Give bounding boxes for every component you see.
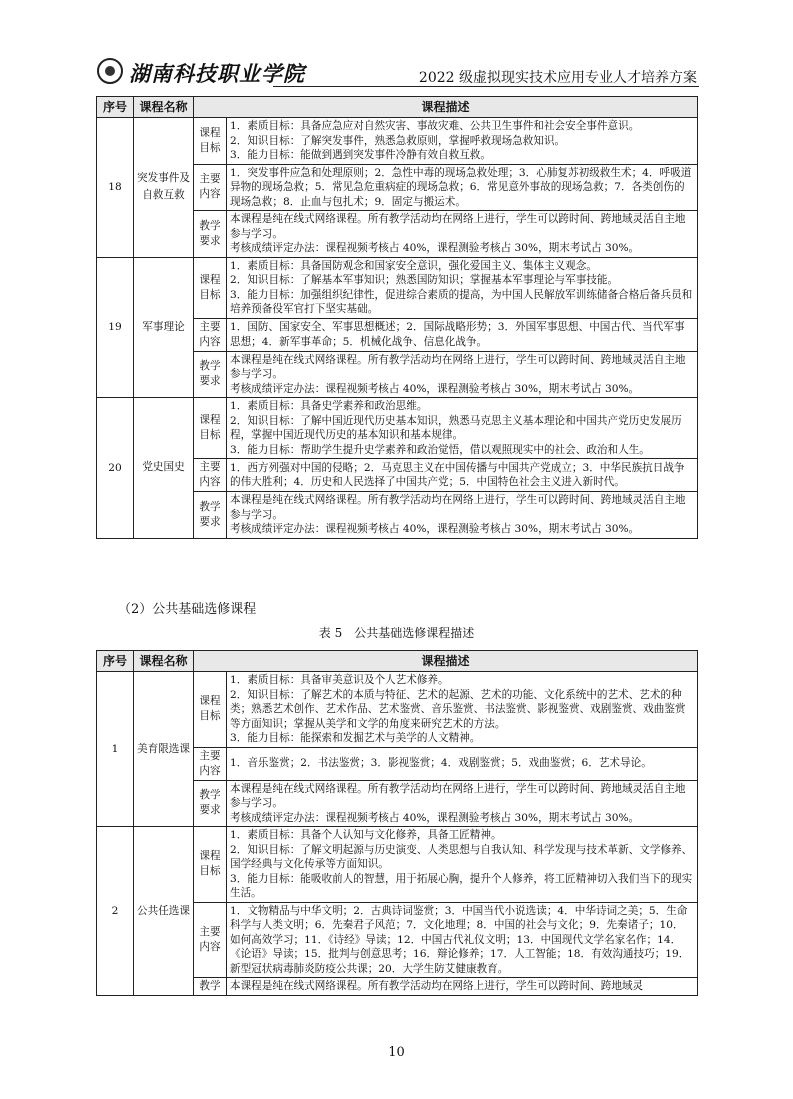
description-line: 1．文物精品与中华文明；2．古典诗词鉴赏；3．中国当代小说选读；4．中华诗词之美；5．生命科学与人类文明；6．先秦君子风范；7．文化地理；8．中国的社会与文化；9．先秦诸子；10．如何高效学习；11．《诗经》导读；12．中国古代礼仪文明；13．中国现代文学名家名作；14．《论语》导读；15．批判与创意思考；16．辩论修养；17．人工智能；18．有效沟通技巧；19．新型冠状病毒肺炎防疫公共课；20．大学生防艾健康教育。 (230, 904, 690, 975)
description-line: 考核成绩评定办法：课程视频考核占 40%，课程测验考核占 30%，期末考试占 30%。 (230, 523, 640, 535)
description-cell (227, 318, 698, 351)
document-title: 2022 级虚拟现实技术应用专业人才培养方案 (418, 70, 697, 86)
row-label: 课程目标 (194, 672, 227, 748)
table-row (97, 672, 698, 748)
description-line: 本课程是纯在线式网络课程。所有教学活动均在网络上进行，学生可以跨时间、跨地域灵活自主地参与学习。 (230, 353, 686, 380)
description-line: 2．知识目标：了解基本军事知识；熟悉国防知识；掌握基本军事理论与军事技能。 (230, 274, 619, 286)
table-header-row (97, 651, 698, 672)
description-line: 1．音乐鉴赏；2．书法鉴赏；3．影视鉴赏；4．戏剧鉴赏；5．戏曲鉴赏；6．艺术导论。 (230, 757, 652, 770)
course-number: 1 (97, 672, 134, 827)
description-cell (227, 492, 698, 539)
course-table-2-body (97, 672, 698, 996)
description-cell (227, 351, 698, 398)
course-name: 军事理论 (134, 257, 194, 398)
row-label: 课程目标 (194, 398, 227, 459)
course-name: 美育限选课 (134, 672, 194, 827)
description-cell (227, 459, 698, 492)
course-name: 党史国史 (134, 398, 194, 539)
table-caption: 表 5 公共基础选修课程描述 (318, 626, 475, 640)
description-line: 1．素质目标：具备审美意识及个人艺术修养。 (230, 674, 449, 686)
description-line: 1．素质目标：具备国防观念和国家安全意识，强化爱国主义、集体主义观念。 (230, 259, 597, 272)
description-line: 考核成绩评定办法：课程视频考核占 40%，课程测验考核占 30%，期末考试占 30%。 (230, 811, 640, 824)
course-number: 20 (97, 398, 134, 539)
description-cell (227, 211, 698, 258)
description-line: 1．国防、国家安全、军事思想概述；2．国际战略形势；3．外国军事思想、中国古代、当代军事思想；4．新军事革命；5．机械化战争、信息化战争。 (230, 321, 685, 348)
description-cell (227, 164, 698, 211)
row-label: 教学要求 (194, 492, 227, 539)
description-cell (227, 780, 698, 827)
header-desc: 课程描述 (194, 651, 698, 672)
course-number: 2 (97, 827, 134, 996)
row-label: 教学要求 (194, 780, 227, 827)
description-line: 1．西方列强对中国的侵略；2．马克思主义在中国传播与中国共产党成立；3．中华民族抗日战争的伟大胜利；4．历史和人民选择了中国共产党；5．中国特色社会主义进入新时代。 (230, 461, 685, 488)
description-cell (227, 827, 698, 903)
row-label: 主要内容 (194, 747, 227, 780)
description-line: 1．素质目标：具备应急应对自然灾害、事故灾难、公共卫生事件和社会安全事件意识。 (230, 120, 640, 132)
description-line: 3．能力目标：能探索和发掘艺术与美学的人文精神。 (230, 732, 481, 744)
description-cell (227, 398, 698, 459)
course-table-1-body (97, 118, 698, 539)
table-row (97, 118, 698, 165)
row-label: 教学要求 (194, 211, 227, 258)
row-label: 教学 (194, 978, 227, 996)
description-cell (227, 902, 698, 978)
header-name: 课程名称 (134, 97, 194, 118)
description-line: 2．知识目标：了解突发事件，熟悉急救原则，掌握呼救现场急救知识。 (230, 134, 566, 147)
description-line: 2．知识目标：了解中国近现代历史基本知识，熟悉马克思主义基本理论和中国共产党历史发展历程，掌握中国近现代历史的基本知识和基本规律。 (230, 414, 682, 441)
description-cell (227, 747, 698, 780)
description-line: 1．突发事件应急和处理原则；2．急性中毒的现场急救处理；3．心肺复苏初级救生术；4．呼吸道异物的现场急救；5．常见急危重病症的现场急救；6．常见意外事故的现场急救；7．各类创伤的现场急救；8．止血与包扎术；9．固定与搬运术。 (230, 166, 692, 208)
row-label: 课程目标 (194, 827, 227, 903)
description-line: 2．知识目标：了解文明起源与历史演变、人类思想与自我认知、科学发现与技术革新、文学修养、国学经典与文化传承等方面知识。 (230, 843, 693, 870)
description-line: 1．素质目标：具备史学素养和政治思维。 (230, 400, 428, 412)
description-line: 考核成绩评定办法：课程视频考核占 40%，课程测验考核占 30%，期末考试占 30%。 (230, 242, 640, 254)
page-number: 10 (388, 1045, 405, 1060)
row-label: 课程目标 (194, 257, 227, 318)
description-line: 本课程是纯在线式网络课程。所有教学活动均在网络上进行，学生可以跨时间、跨地域灵活自主地参与学习。 (230, 782, 686, 809)
description-line: 1．素质目标：具备个人认知与文化修养，具备工匠精神。 (230, 829, 502, 841)
course-number: 19 (97, 257, 134, 398)
course-name: 突发事件及自救互救 (134, 118, 194, 258)
table-row (97, 827, 698, 903)
header-no: 序号 (97, 651, 134, 672)
description-line: 3．能力目标：帮助学生提升史学素养和政治觉悟，借以观照现实中的社会、政治和人生。 (230, 443, 650, 456)
description-line: 2．知识目标：了解艺术的本质与特征、艺术的起源、艺术的功能、文化系统中的艺术、艺术的种类；熟悉艺术创作、艺术作品、艺术鉴赏、音乐鉴赏、书法鉴赏、影视鉴赏、戏剧鉴赏、戏曲鉴赏等方面知识；掌握从美学和文学的角度来研究艺术的方法。 (230, 688, 686, 730)
row-label: 教学要求 (194, 351, 227, 398)
row-label: 主要内容 (194, 902, 227, 978)
description-cell (227, 672, 698, 748)
header-no: 序号 (97, 97, 134, 118)
row-label: 课程目标 (194, 118, 227, 165)
course-name: 公共任选课 (134, 827, 194, 996)
course-table-1 (96, 96, 698, 539)
course-number: 18 (97, 118, 134, 258)
table-row (97, 398, 698, 459)
description-line: 3．能力目标：加强组织纪律性，促进综合素质的提高，为中国人民解放军训练储备合格后备兵员和培养预备役军官打下坚实基础。 (230, 288, 693, 315)
description-line: 本课程是纯在线式网络课程。所有教学活动均在网络上进行，学生可以跨时间、跨地域灵 (230, 980, 644, 993)
course-table-2 (96, 650, 698, 996)
description-line: 本课程是纯在线式网络课程。所有教学活动均在网络上进行，学生可以跨时间、跨地域灵活自主地参与学习。 (230, 213, 686, 240)
row-label: 主要内容 (194, 164, 227, 211)
description-line: 本课程是纯在线式网络课程。所有教学活动均在网络上进行，学生可以跨时间、跨地域灵活自主地参与学习。 (230, 494, 686, 521)
table-row (97, 257, 698, 318)
section-heading: （2）公共基础选修课程 (118, 602, 257, 617)
description-line: 3．能力目标：能吸收前人的智慧，用于拓展心胸，提升个人修养，将工匠精神切入我们当下的现实生活。 (230, 872, 693, 899)
header-name: 课程名称 (134, 651, 194, 672)
header-desc: 课程描述 (194, 97, 698, 118)
description-line: 考核成绩评定办法：课程视频考核占 40%，课程测验考核占 30%，期末考试占 30%。 (230, 382, 640, 395)
description-cell (227, 118, 698, 165)
row-label: 主要内容 (194, 318, 227, 351)
row-label: 主要内容 (194, 459, 227, 492)
description-cell (227, 978, 698, 996)
school-name: 湖南科技职业学院 (129, 61, 305, 86)
table-header-row (97, 97, 698, 118)
school-logo (97, 58, 123, 84)
description-cell (227, 257, 698, 318)
description-line: 3．能力目标：能做到遇到突发事件冷静有效自救互救。 (230, 149, 491, 161)
header-rule (273, 86, 699, 87)
